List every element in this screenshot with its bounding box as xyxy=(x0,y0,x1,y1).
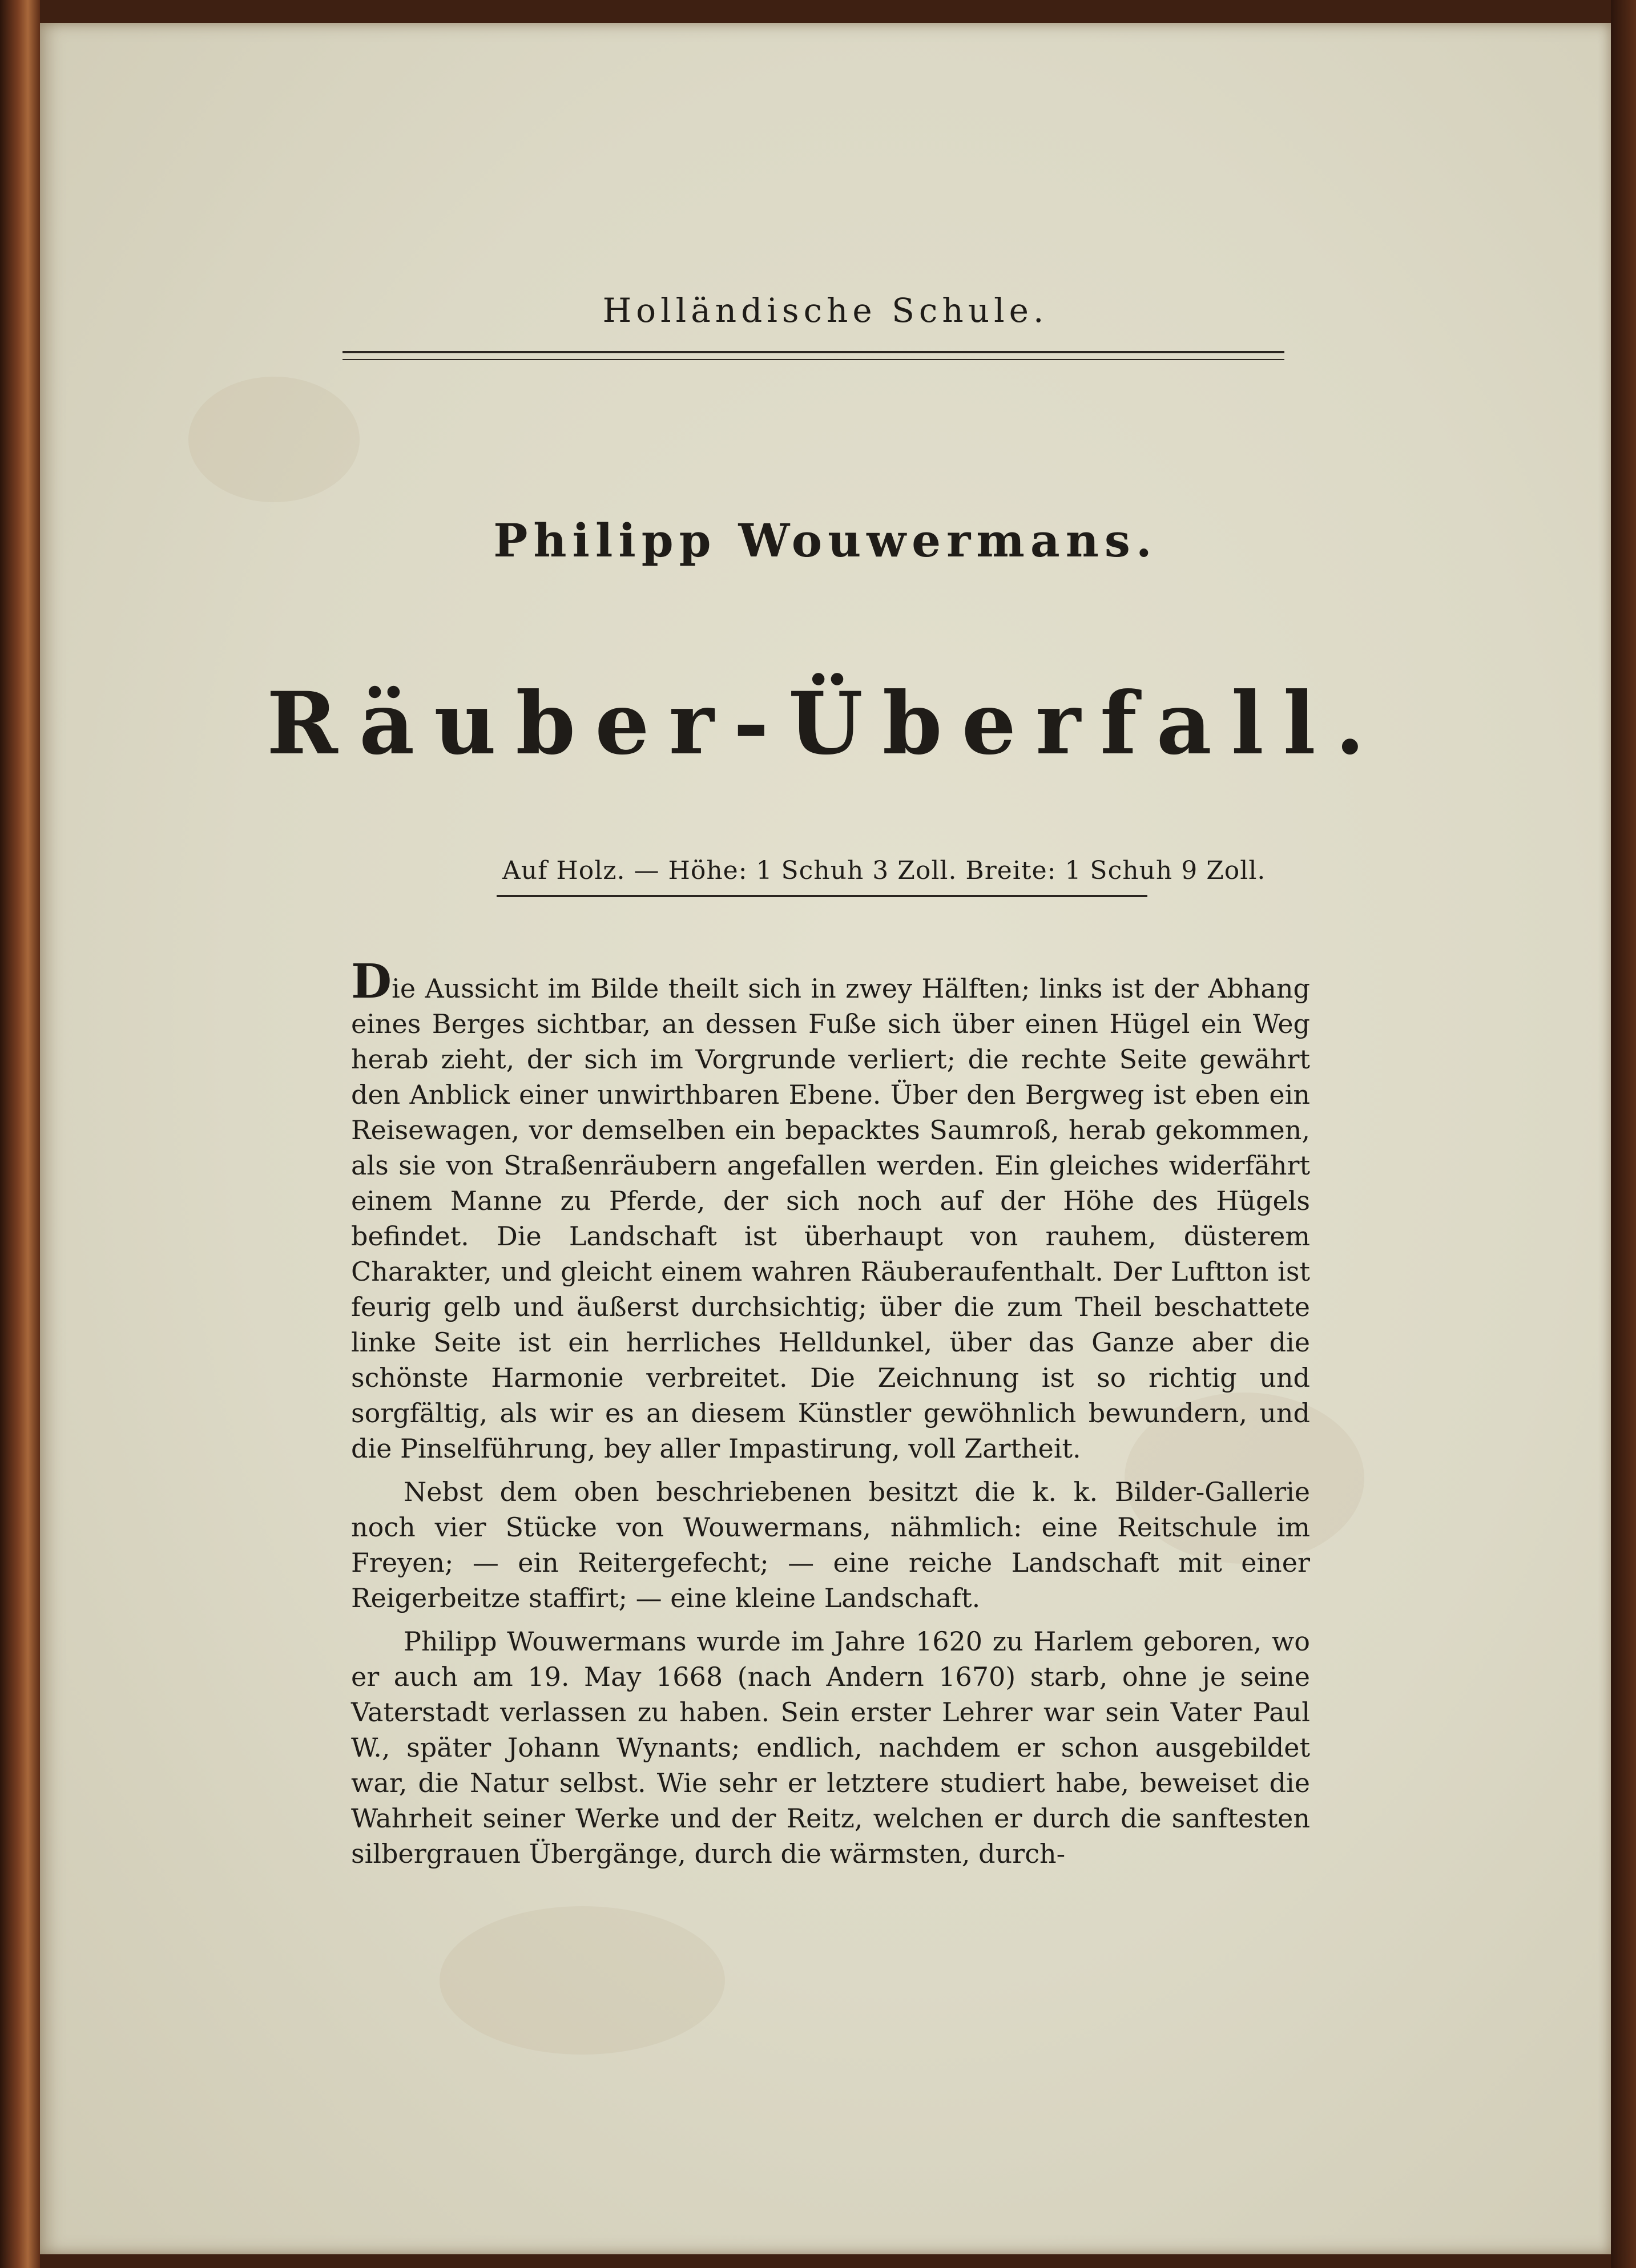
paragraph-biography: Philipp Wouwermans wurde im Jahre 1620 zu Harlem geboren, wo er auch am 19. May 1668 (nach Andern 1670) starb, ohne je seine Vaterstadt verlassen zu haben. Sein erster Lehrer war sein Vater Paul W., später Johann Wynants; endlich, nachdem er schon ausgebildet war, die Natur selbst. Wie sehr er letztere studiert habe, beweiset die Wahrheit seiner Werke und der Reitz, welchen er durch die sanftesten silbergrauen Übergänge, durch die wärmsten, durch- xyxy=(351,1626,1310,1869)
school-header: Holländische Schule. xyxy=(602,291,1049,330)
paper-sheet xyxy=(40,23,1611,2254)
artist-name: Philipp Wouwermans. xyxy=(493,514,1158,567)
paragraph-collection: Nebst dem oben beschriebenen besitzt die k. k. Bilder-Gallerie noch vier Stücke von Wouwermans, nähmlich: eine Reitschule im Freyen; — ein Reitergefecht; — eine reiche Landschaft mit einer Reigerbeitze staffirt; — eine kleine Landschaft. xyxy=(351,1476,1310,1613)
book-edge xyxy=(1611,0,1636,2268)
dimensions-rule xyxy=(497,895,1147,897)
painting-title: Räuber-Überfall. xyxy=(266,673,1384,774)
paragraph-description xyxy=(351,954,1310,1466)
painting-dimensions: Auf Holz. — Höhe: 1 Schuh 3 Zoll. Breite: 1 Schuh 9 Zoll. xyxy=(502,856,1266,885)
paragraph-description-text: ie Aussicht im Bilde theilt sich in zwey Hälften; links ist der Abhang eines Berges sichtbar, an dessen Fuße sich über einen Hügel ein Weg herab zieht, der sich im Vorgrunde verliert; die rechte Seite gewährt den Anblick einer unwirthbaren Ebene. Über den Bergweg ist eben ein Reisewagen, vor demselben ein bepacktes Saumroß, herab gekommen, als sie von Straßenräubern angefallen werden. Ein gleiches widerfährt einem Manne zu Pferde, der sich noch auf der Höhe des Hügels befindet. Die Landschaft ist überhaupt von rauhem, düsterem Charakter, und gleicht einem wahren Räuberaufenthalt. Der Luftton ist feurig gelb und äußerst durchsichtig; über die zum Theil beschattete linke Seite ist ein herrliches Helldunkel, über das Ganze aber die schönste Harmonie verbreitet. Die Zeichnung ist so richtig und sorgfältig, als wir es an diesem Künstler gewöhnlich bewundern, und die Pinselführung, bey aller Impastirung, voll Zartheit. xyxy=(351,973,1310,1464)
drop-cap: D xyxy=(351,954,392,1009)
book-spine xyxy=(0,0,40,2268)
body-text xyxy=(351,954,1310,1879)
paper-stain xyxy=(188,377,360,502)
header-rule xyxy=(342,351,1284,360)
paper-stain xyxy=(440,1906,725,2055)
